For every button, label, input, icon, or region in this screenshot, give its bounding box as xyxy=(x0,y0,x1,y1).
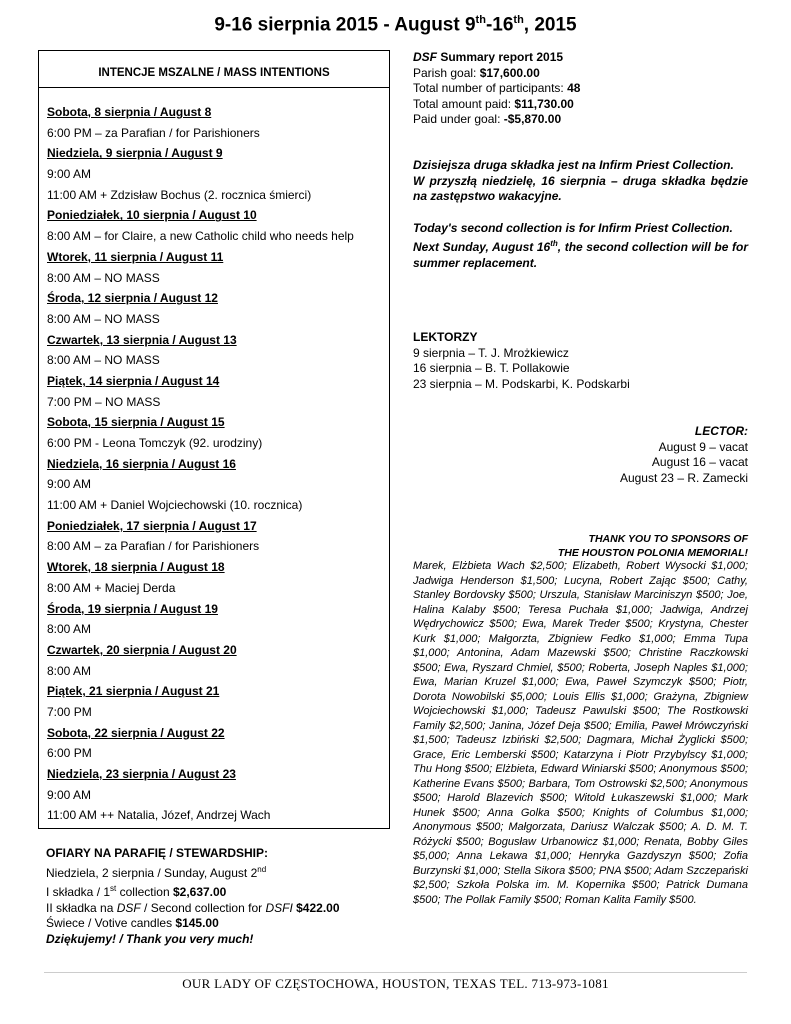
lector-line: August 16 – vacat xyxy=(651,455,748,469)
mass-day-heading: Wtorek, 18 sierpnia / August 18 xyxy=(47,560,225,575)
dsf-participants: Total number of participants: 48 xyxy=(413,81,581,95)
mass-entry: 7:00 PM xyxy=(47,704,92,719)
mass-entry: 6:00 PM – za Parafian / for Parishioners xyxy=(47,125,260,140)
announcement-pl-2: W przyszłą niedzielę, 16 sierpnia – druga składka będzie na zastępstwo wakacyjne. xyxy=(413,173,748,203)
sponsors-heading xyxy=(413,532,748,560)
mass-entry: 7:00 PM – NO MASS xyxy=(47,394,161,409)
lektorzy-section xyxy=(413,330,748,392)
lector-line: August 23 – R. Zamecki xyxy=(619,470,748,485)
mass-day-heading: Poniedziałek, 17 sierpnia / August 17 xyxy=(47,518,257,533)
mass-entry: 11:00 AM + Zdzisław Bochus (2. rocznica śmierci) xyxy=(47,187,312,202)
announcement-en-1: Today's second collection is for Infirm Priest Collection. xyxy=(413,220,733,235)
page-title: 9-16 sierpnia 2015 - August 9th-16th, 2015 xyxy=(214,14,577,36)
lektorzy-line: 9 sierpnia – T. J. Mrożkiewicz xyxy=(413,345,569,360)
lektorzy-line: 23 sierpnia – M. Podskarbi, K. Podskarbi xyxy=(413,376,630,391)
mass-day-heading: Niedziela, 23 sierpnia / August 23 xyxy=(47,767,236,781)
mass-day-heading: Piątek, 21 sierpnia / August 21 xyxy=(47,684,220,699)
mass-intentions-list xyxy=(39,88,389,826)
mass-entry: 6:00 PM - Leona Tomczyk (92. urodziny) xyxy=(47,436,263,450)
mass-day-heading: Środa, 19 sierpnia / August 19 xyxy=(47,601,218,616)
dsf-summary xyxy=(413,50,748,128)
lektorzy-heading: LEKTORZY xyxy=(413,330,478,344)
mass-entry: 11:00 AM + Daniel Wojciechowski (10. rocznica) xyxy=(47,498,303,513)
mass-entry: 8:00 AM – NO MASS xyxy=(47,353,160,368)
lektorzy-line: 16 sierpnia – B. T. Pollakowie xyxy=(413,361,570,375)
mass-entry: 8:00 AM – NO MASS xyxy=(47,270,160,285)
mass-entry: 8:00 AM + Maciej Derda xyxy=(47,580,176,595)
dsf-under: Paid under goal: -$5,870.00 xyxy=(413,112,562,126)
mass-entry: 9:00 AM xyxy=(47,167,92,182)
stewardship-date: Niedziela, 2 sierpnia / Sunday, August 2nd xyxy=(46,864,267,880)
mass-day-heading: Czwartek, 20 sierpnia / August 20 xyxy=(47,642,237,657)
mass-day-heading: Piątek, 14 sierpnia / August 14 xyxy=(47,373,220,388)
mass-entry: 8:00 AM xyxy=(47,663,92,678)
mass-entry: 6:00 PM xyxy=(47,746,92,761)
mass-day-heading: Wtorek, 11 sierpnia / August 11 xyxy=(47,249,224,264)
mass-day-heading: Sobota, 8 sierpnia / August 8 xyxy=(47,105,212,119)
sponsors-list: Marek, Elżbieta Wach $2,500; Elizabeth, Robert Wysocki $1,000; Jadwiga Henderson $1,500; Lucyna, Robert Zając $500; Cathy, Stanley Bordovsky $500; Urszula, Stanisław Marciniszyn $500; Joe, Halina Kalaby $500; Teresa Puchała $1,000; Jadwiga, Andrzej Wędrychowicz $500; Ewa, Marek Treder $500; Krystyna, Chester Kurk $1,000; Małgorzta, Zbigniew Fedko $1,000; Emma Tupa $1,000; Antonina, Adam Mazewski $500; Christine Raczkowski $500; Ewa, Ryszard Chmiel, $500; Roberta, Joseph Naples $1,000; Ewa, Marian Kruzel $1,000; Ewa, Paweł Szymczyk $500; Piotr, Dorota Nowobilski $5,000; Louis Ellis $1,000; Grażyna, Zbigniew Wojciechowski $1,000; Tadeusz Pawulski $500; The Rostkowski Family $2,500; Janina, Józef Deja $500; Emilia, Paweł Mrówczyński $1,500; Tadeusz Izbiński $2,500; Dagmara, Michał Żyglicki $500; Grace, Eric Lemberski $500; Katarzyna i Piotr Przybylscy $1,000; Thu Hong $500; Elżbieta, Edward Winiarski $500; Anonymous $500; Katherine Evans $500; Barbara, Tom Ostrowski $2,500; Anonymous $500; Harold Blazevich $500; Witold Łukaszewski $1,000; Mark Hunek $500; Anna Golka $500; Knights of Columbus $1,000; Anonymous $500; Małgorzata, Dariusz Walczak $500; A. D. M. T. Różycki $500; Bogusław Urbanowicz $1,000; Renata, Bobby Giles $5,000; Anna Lekawa $1,000; Henryka Gazdyszyn $500; Zofia Burzynski $1,000; Stella Sikora $500; PNA $500; Adam Szczepański $2,500; Szkoła Polska im. M. Kopernika $500; Patrick Dumana $500; The Pollak Family $500; Roman Kalita Family $500. xyxy=(413,560,748,906)
mass-entry: 8:00 AM – for Claire, a new Catholic child who needs help xyxy=(47,229,354,244)
lector-heading: LECTOR: xyxy=(694,424,748,438)
votive-candles: Świece / Votive candles $145.00 xyxy=(46,916,219,930)
mass-entry: 9:00 AM xyxy=(47,477,92,492)
footer-divider xyxy=(44,972,747,973)
mass-day-heading: Niedziela, 16 sierpnia / August 16 xyxy=(47,456,236,471)
sponsors-heading-line: THE HOUSTON POLONIA MEMORIAL! xyxy=(557,547,748,559)
lector-section xyxy=(413,424,748,486)
mass-intentions-heading: INTENCJE MSZALNE / MASS INTENTIONS xyxy=(39,51,389,88)
mass-entry: 8:00 AM – za Parafian / for Parishioners xyxy=(47,539,260,554)
mass-intentions-box xyxy=(38,50,390,829)
dsf-heading: DSF Summary report 2015 xyxy=(413,50,564,64)
mass-entry: 8:00 AM xyxy=(47,622,92,637)
dsf-goal: Parish goal: $17,600.00 xyxy=(413,65,540,80)
dsf-paid: Total amount paid: $11,730.00 xyxy=(413,96,574,111)
mass-day-heading: Czwartek, 13 sierpnia / August 13 xyxy=(47,332,237,347)
mass-entry: 8:00 AM – NO MASS xyxy=(47,311,160,326)
collection-announcements xyxy=(413,158,748,271)
sponsors-heading-line: THANK YOU TO SPONSORS OF xyxy=(588,533,748,545)
mass-day-heading: Sobota, 22 sierpnia / August 22 xyxy=(47,725,225,740)
mass-entry: 11:00 AM ++ Natalia, Józef, Andrzej Wach xyxy=(47,808,271,823)
lector-line: August 9 – vacat xyxy=(658,439,748,454)
mass-day-heading: Poniedziałek, 10 sierpnia / August 10 xyxy=(47,208,257,223)
thank-you: Dziękujemy! / Thank you very much! xyxy=(46,931,254,946)
mass-day-heading: Sobota, 15 sierpnia / August 15 xyxy=(47,415,225,430)
mass-entry: 9:00 AM xyxy=(47,787,92,802)
stewardship-section xyxy=(46,846,391,947)
stewardship-heading: OFIARY NA PARAFIĘ / STEWARDSHIP: xyxy=(46,846,269,860)
announcement-en-2: Next Sunday, August 16th, the second collection will be for summer replacement. xyxy=(413,239,748,270)
first-collection: I składka / 1st collection $2,637.00 xyxy=(46,884,227,899)
announcement-pl-1: Dzisiejsza druga składka jest na Infirm Priest Collection. xyxy=(413,158,734,172)
second-collection: II składka na DSF / Second collection for DSFI $422.00 xyxy=(46,900,340,915)
mass-day-heading: Niedziela, 9 sierpnia / August 9 xyxy=(47,146,223,161)
mass-day-heading: Środa, 12 sierpnia / August 12 xyxy=(47,291,218,306)
footer: OUR LADY OF CZĘSTOCHOWA, HOUSTON, TEXAS TEL. 713-973-1081 xyxy=(182,976,609,991)
